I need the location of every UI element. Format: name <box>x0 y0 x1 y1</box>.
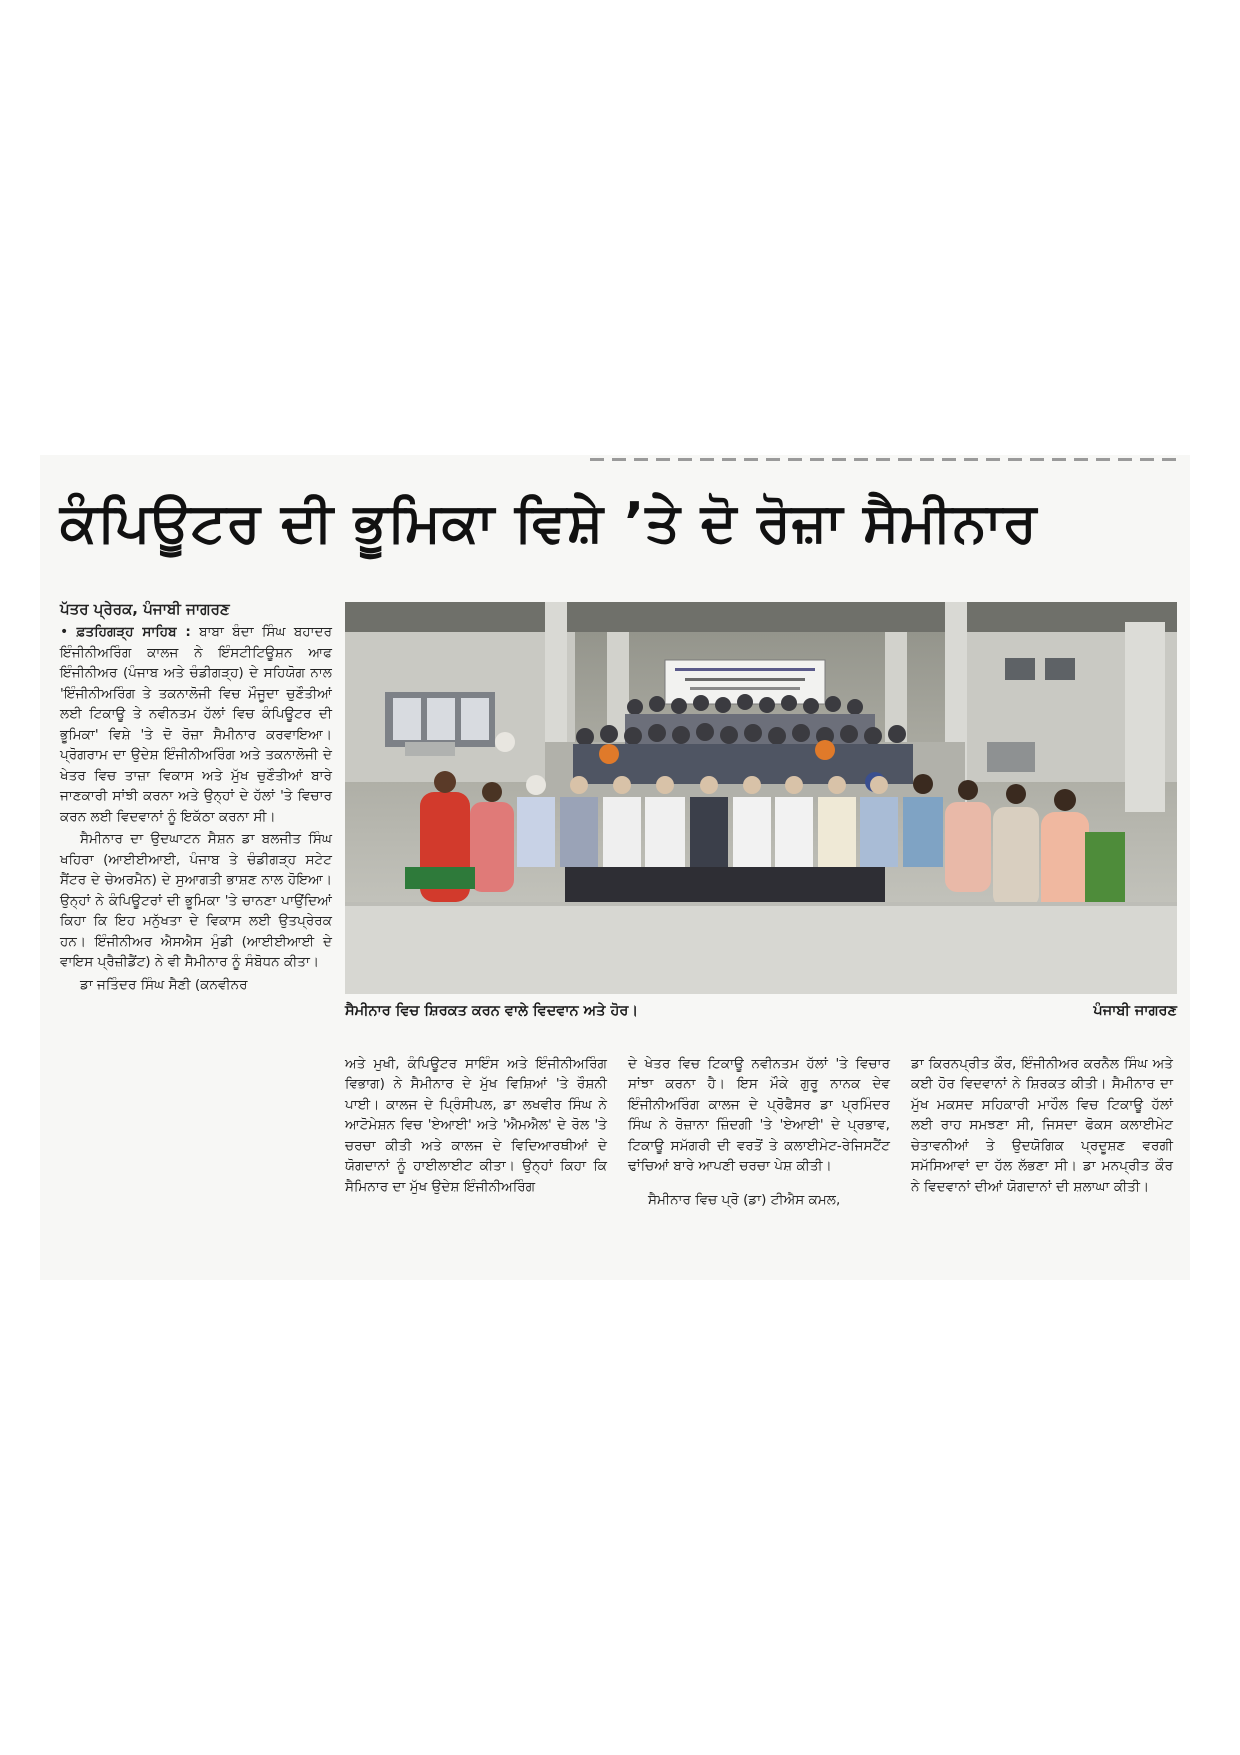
column-4-text: ਡਾ ਕਿਰਨਪ੍ਰੀਤ ਕੌਰ, ਇੰਜੀਨੀਅਰ ਕਰਨੈਲ ਸਿੰਘ ਅਤੇ ਕਈ ਹੋਰ ਵਿਦਵਾਨਾਂ ਨੇ ਸ਼ਿਰਕਤ ਕੀਤੀ। ਸੈਮੀਨਾਰ ਦਾ ਮੁੱਖ ਮਕਸਦ ਸਹਿਕਾਰੀ ਮਾਹੌਲ ਵਿਚ ਟਿਕਾਊ ਹੱਲਾਂ ਲਈ ਰਾਹ ਸਮਝਣਾ ਸੀ, ਜਿਸਦਾ ਫੋਕਸ ਕਲਾਈਮੇਟ ਚੇਤਾਵਨੀਆਂ ਤੇ ਉਦਯੋਗਿਕ ਪ੍ਰਦੂਸ਼ਣ ਵਰਗੀ ਸਮੱਸਿਆਵਾਂ ਦਾ ਹੱਲ ਲੱਭਣਾ ਸੀ। ਡਾ ਮਨਪ੍ਰੀਤ ਕੌਰ ਨੇ ਵਿਦਵਾਨਾਂ ਦੀਆਂ ਯੋਗਦਾਨਾਂ ਦੀ ਸ਼ਲਾਘਾ ਕੀਤੀ। <box>911 1055 1173 1195</box>
group-photo-illustration <box>345 602 1177 994</box>
paragraph-1-text: ਬਾਬਾ ਬੰਦਾ ਸਿੰਘ ਬਹਾਦਰ ਇੰਜੀਨੀਅਰਿੰਗ ਕਾਲਜ ਨੇ ਇੰਸਟੀਟਿਊਸ਼ਨ ਆਫ ਇੰਜੀਨੀਅਰ (ਪੰਜਾਬ ਅਤੇ ਚੰਡੀਗੜ੍ਹ) ਦੇ ਸਹਿਯੋਗ ਨਾਲ 'ਇੰਜੀਨੀਅਰਿੰਗ ਤੇ ਤਕਨਾਲੋਜੀ ਵਿਚ ਮੌਜੂਦਾ ਚੁਣੌਤੀਆਂ ਲਈ ਟਿਕਾਊ ਤੇ ਨਵੀਨਤਮ ਹੱਲਾਂ ਵਿਚ ਕੰਪਿਊਟਰ ਦੀ ਭੂਮਿਕਾ' ਵਿਸ਼ੇ 'ਤੇ ਦੋ ਰੋਜ਼ਾ ਸੈਮੀਨਾਰ ਕਰਵਾਇਆ। ਪ੍ਰੋਗਰਾਮ ਦਾ ਉਦੇਸ਼ ਇੰਜੀਨੀਅਰਿੰਗ ਅਤੇ ਤਕਨਾਲੋਜੀ ਦੇ ਖੇਤਰ ਵਿਚ ਤਾਜ਼ਾ ਵਿਕਾਸ ਅਤੇ ਮੁੱਖ ਚੁਣੌਤੀਆਂ ਬਾਰੇ ਜਾਣਕਾਰੀ ਸਾਂਝੀ ਕਰਨਾ ਅਤੇ ਉਨ੍ਹਾਂ ਦੇ ਹੱਲਾਂ 'ਤੇ ਵਿਚਾਰ ਕਰਨ ਲਈ ਵਿਦਵਾਨਾਂ ਨੂੰ ਇਕੱਠਾ ਕਰਨਾ ਸੀ। <box>60 624 333 825</box>
paragraph-3: ਡਾ ਜਤਿੰਦਰ ਸਿੰਘ ਸੈਣੀ (ਕਨਵੀਨਰ <box>80 976 248 993</box>
column-2 <box>345 1040 607 1211</box>
column-1 <box>60 598 332 995</box>
photo-caption-bar <box>345 1003 1177 1027</box>
headline: ਕੰਪਿਊਟਰ ਦੀ ਭੂਮਿਕਾ ਵਿਸ਼ੇ ’ਤੇ ਦੋ ਰੋਜ਼ਾ ਸੈਮੀਨਾਰ <box>60 491 1038 554</box>
byline: ਪੱਤਰ ਪ੍ਰੇਰਕ, ਪੰਜਾਬੀ ਜਾਗਰਣ <box>60 600 230 618</box>
photo-credit: ਪੰਜਾਬੀ ਜਾਗਰਣ <box>1093 1003 1177 1019</box>
group-photo <box>345 602 1177 994</box>
paragraph-2: ਸੈਮੀਨਾਰ ਦਾ ਉਦਘਾਟਨ ਸੈਸ਼ਨ ਡਾ ਬਲਜੀਤ ਸਿੰਘ ਖਹਿਰਾ (ਆਈਈਆਈ, ਪੰਜਾਬ ਤੇ ਚੰਡੀਗੜ੍ਹ ਸਟੇਟ ਸੈਂਟਰ ਦੇ ਚੇਅਰਮੈਨ) ਦੇ ਸੁਆਗਤੀ ਭਾਸ਼ਣ ਨਾਲ ਹੋਇਆ। ਉਨ੍ਹਾਂ ਨੇ ਕੰਪਿਊਟਰਾਂ ਦੀ ਭੂਮਿਕਾ 'ਤੇ ਚਾਨਣਾ ਪਾਉਂਦਿਆਂ ਕਿਹਾ ਕਿ ਇਹ ਮਨੁੱਖਤਾ ਦੇ ਵਿਕਾਸ ਲਈ ਉਤਪ੍ਰੇਰਕ ਹਨ। ਇੰਜੀਨੀਅਰ ਐਸਐਸ ਮੁੰਡੀ (ਆਈਈਆਈ ਦੇ ਵਾਇਸ ਪ੍ਰੈਜ਼ੀਡੈਂਟ) ਨੇ ਵੀ ਸੈਮੀਨਾਰ ਨੂੰ ਸੰਬੋਧਨ ਕੀਤਾ। <box>60 831 332 970</box>
column-3 <box>628 1040 890 1224</box>
column-3-text-2: ਸੈਮੀਨਾਰ ਵਿਚ ਪ੍ਰੋ (ਡਾ) ਟੀਐਸ ਕਮਲ, <box>648 1192 841 1209</box>
column-4 <box>911 1040 1173 1211</box>
column-2-text: ਅਤੇ ਮੁਖੀ, ਕੰਪਿਊਟਰ ਸਾਇੰਸ ਅਤੇ ਇੰਜੀਨੀਅਰਿੰਗ ਵਿਭਾਗ) ਨੇ ਸੈਮੀਨਾਰ ਦੇ ਮੁੱਖ ਵਿਸ਼ਿਆਂ 'ਤੇ ਰੌਸ਼ਨੀ ਪਾਈ। ਕਾਲਜ ਦੇ ਪ੍ਰਿੰਸੀਪਲ, ਡਾ ਲਖਵੀਰ ਸਿੰਘ ਨੇ ਆਟੋਮੇਸ਼ਨ ਵਿਚ 'ਏਆਈ' ਅਤੇ 'ਐਮਐਲ' ਦੇ ਰੋਲ 'ਤੇ ਚਰਚਾ ਕੀਤੀ ਅਤੇ ਕਾਲਜ ਦੇ ਵਿਦਿਆਰਥੀਆਂ ਦੇ ਯੋਗਦਾਨਾਂ ਨੂੰ ਹਾਈਲਾਈਟ ਕੀਤਾ। ਉਨ੍ਹਾਂ ਕਿਹਾ ਕਿ ਸੈਮਿਨਾਰ ਦਾ ਮੁੱਖ ਉਦੇਸ਼ ਇੰਜੀਨੀਅਰਿੰਗ <box>345 1055 607 1195</box>
dateline: ਫ਼ਤਹਿਗੜ੍ਹ ਸਾਹਿਬ : <box>76 624 191 640</box>
dateline-bullet: • <box>60 624 69 640</box>
photo-caption: ਸੈਮੀਨਾਰ ਵਿਚ ਸ਼ਿਰਕਤ ਕਰਨ ਵਾਲੇ ਵਿਦਵਾਨ ਅਤੇ ਹੋਰ। <box>345 1003 639 1019</box>
paragraph-1 <box>60 622 332 827</box>
column-3-text: ਦੇ ਖੇਤਰ ਵਿਚ ਟਿਕਾਊ ਨਵੀਨਤਮ ਹੱਲਾਂ 'ਤੇ ਵਿਚਾਰ ਸਾਂਝਾ ਕਰਨਾ ਹੈ। ਇਸ ਮੌਕੇ ਗੁਰੂ ਨਾਨਕ ਦੇਵ ਇੰਜੀਨੀਅਰਿੰਗ ਕਾਲਜ ਦੇ ਪ੍ਰੋਫੈਸਰ ਡਾ ਪ੍ਰਮਿੰਦਰ ਸਿੰਘ ਨੇ ਰੋਜ਼ਾਨਾ ਜ਼ਿੰਦਗੀ 'ਤੇ 'ਏਆਈ' ਦੇ ਪ੍ਰਭਾਵ, ਟਿਕਾਊ ਸਮੱਗਰੀ ਦੀ ਵਰਤੋਂ ਤੇ ਕਲਾਈਮੇਟ-ਰੇਜਿਸਟੈਂਟ ਢਾਂਚਿਆਂ ਬਾਰੇ ਆਪਣੀ ਚਰਚਾ ਪੇਸ਼ ਕੀਤੀ। <box>628 1055 890 1175</box>
top-rule <box>590 458 1180 461</box>
